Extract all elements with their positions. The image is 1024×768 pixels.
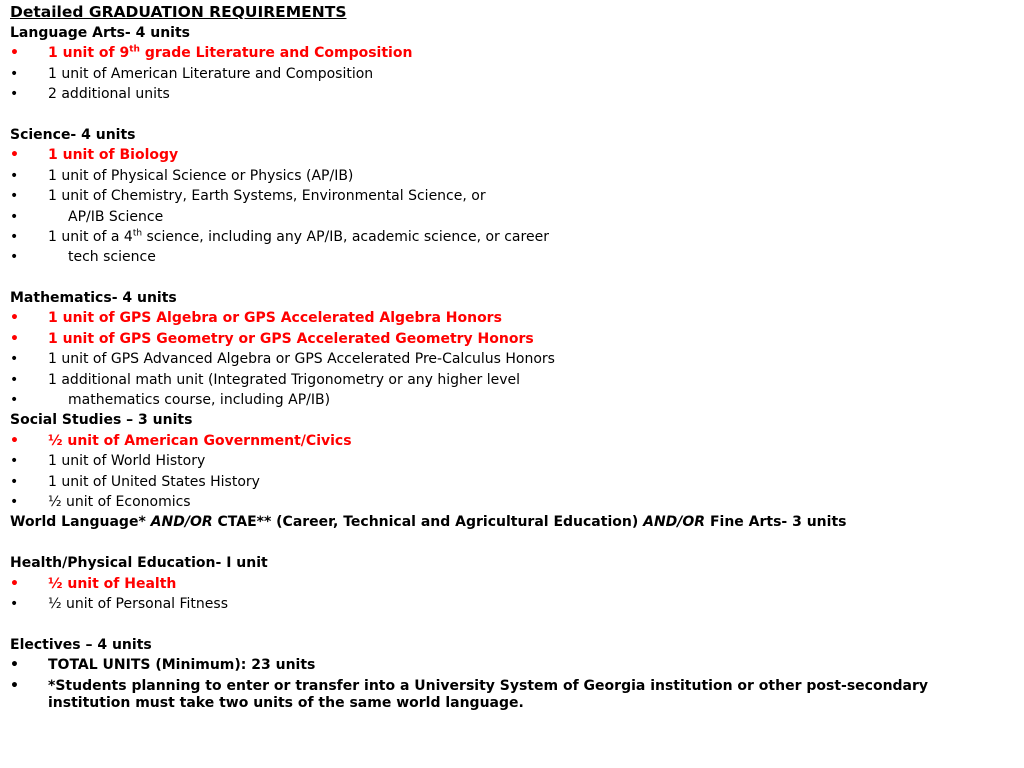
social-item-world-history bbox=[10, 451, 1010, 471]
bullet: • bbox=[10, 677, 19, 694]
item-text: tech science bbox=[68, 249, 156, 266]
bullet: • bbox=[10, 392, 19, 409]
language-arts-heading: Language Arts- 4 units bbox=[10, 25, 190, 41]
health-item-health bbox=[10, 574, 1010, 594]
item-text: ½ unit of Economics bbox=[48, 493, 191, 510]
item-text: 1 unit of Physical Science or Physics (AP/IB) bbox=[48, 167, 354, 184]
science-item-fourth bbox=[10, 227, 1010, 247]
bullet: • bbox=[10, 45, 19, 62]
item-text: 1 unit of Biology bbox=[48, 147, 179, 164]
electives-heading: Electives – 4 units bbox=[10, 636, 152, 653]
spacer bbox=[10, 533, 1010, 553]
spacer bbox=[10, 105, 1010, 125]
total-units bbox=[10, 655, 1010, 675]
science-item-physical bbox=[10, 166, 1010, 186]
bullet: • bbox=[10, 493, 19, 510]
item-text: *Students planning to enter or transfer into a University System of Georgia institution or other post-secondary institution must take two units of the same world language. bbox=[48, 677, 929, 711]
heading-text-italic: AND/OR bbox=[643, 514, 706, 531]
spacer bbox=[10, 268, 1010, 288]
bullet: • bbox=[10, 351, 19, 368]
language-arts-item-additional bbox=[10, 84, 1010, 104]
item-text: mathematics course, including AP/IB) bbox=[68, 392, 331, 409]
science-item-biology bbox=[10, 145, 1010, 165]
page-title: Detailed GRADUATION REQUIREMENTS bbox=[10, 3, 347, 21]
bullet: • bbox=[10, 473, 19, 490]
heading-text: Fine Arts- 3 units bbox=[705, 514, 847, 531]
item-text: ½ unit of Personal Fitness bbox=[48, 595, 228, 612]
item-text: grade Literature and Composition bbox=[139, 45, 413, 62]
ordinal-suffix: th bbox=[132, 228, 143, 239]
health-item-fitness bbox=[10, 594, 1010, 614]
math-item-additional-cont bbox=[10, 390, 1010, 410]
science-heading: Science- 4 units bbox=[10, 126, 136, 143]
item-text: 1 unit of Chemistry, Earth Systems, Environmental Science, or bbox=[48, 188, 486, 205]
science-item-chemistry-cont bbox=[10, 207, 1010, 227]
bullet: • bbox=[10, 188, 19, 205]
bullet: • bbox=[10, 657, 19, 674]
math-item-algebra bbox=[10, 308, 1010, 328]
item-text: 1 additional math unit (Integrated Trigonometry or any higher level bbox=[48, 371, 521, 388]
item-text: science, including any AP/IB, academic science, or career bbox=[142, 228, 549, 245]
bullet: • bbox=[10, 371, 19, 388]
bullet: • bbox=[10, 65, 19, 82]
math-item-geometry bbox=[10, 329, 1010, 349]
social-item-us-history bbox=[10, 472, 1010, 492]
bullet: • bbox=[10, 249, 19, 266]
spacer bbox=[10, 614, 1010, 634]
mathematics-heading: Mathematics- 4 units bbox=[10, 290, 177, 307]
social-studies-heading: Social Studies – 3 units bbox=[10, 412, 193, 429]
language-arts-item-literature-9 bbox=[10, 43, 1010, 63]
health-heading: Health/Physical Education- I unit bbox=[10, 555, 268, 572]
heading-text: World Language* bbox=[10, 514, 151, 531]
bullet: • bbox=[10, 310, 19, 327]
bullet: • bbox=[10, 228, 19, 245]
item-text: TOTAL UNITS (Minimum): 23 units bbox=[48, 657, 316, 674]
language-arts-item-american-literature bbox=[10, 64, 1010, 84]
heading-text-italic: AND/OR bbox=[150, 514, 213, 531]
bullet: • bbox=[10, 86, 19, 103]
world-language-note bbox=[10, 678, 968, 712]
social-item-economics bbox=[10, 492, 1010, 512]
social-item-government bbox=[10, 431, 1010, 451]
bullet: • bbox=[10, 167, 19, 184]
item-text: 1 unit of a 4 bbox=[48, 228, 133, 245]
math-item-additional bbox=[10, 370, 1010, 390]
item-text: ½ unit of American Government/Civics bbox=[48, 432, 352, 449]
item-text: 1 unit of GPS Geometry or GPS Accelerated Geometry Honors bbox=[48, 330, 534, 347]
ordinal-suffix: th bbox=[129, 44, 140, 55]
item-text: 1 unit of 9 bbox=[48, 45, 130, 62]
bullet: • bbox=[10, 147, 19, 164]
item-text: 1 unit of United States History bbox=[48, 473, 260, 490]
math-item-advanced-algebra bbox=[10, 349, 1010, 369]
bullet: • bbox=[10, 453, 19, 470]
bullet: • bbox=[10, 330, 19, 347]
science-item-chemistry bbox=[10, 186, 1010, 206]
item-text: 1 unit of GPS Algebra or GPS Accelerated Algebra Honors bbox=[48, 310, 502, 327]
bullet: • bbox=[10, 432, 19, 449]
item-text: 1 unit of World History bbox=[48, 453, 206, 470]
heading-text: CTAE** (Career, Technical and Agricultural Education) bbox=[212, 514, 644, 531]
slide bbox=[10, 2, 1010, 712]
science-item-fourth-cont bbox=[10, 247, 1010, 267]
world-language-heading bbox=[10, 512, 1010, 532]
item-text: AP/IB Science bbox=[68, 208, 164, 225]
item-text: ½ unit of Health bbox=[48, 575, 177, 592]
bullet: • bbox=[10, 575, 19, 592]
bullet: • bbox=[10, 208, 19, 225]
bullet: • bbox=[10, 595, 19, 612]
item-text: 1 unit of American Literature and Composition bbox=[48, 65, 374, 82]
item-text: 2 additional units bbox=[48, 86, 170, 103]
item-text: 1 unit of GPS Advanced Algebra or GPS Accelerated Pre-Calculus Honors bbox=[48, 351, 555, 368]
